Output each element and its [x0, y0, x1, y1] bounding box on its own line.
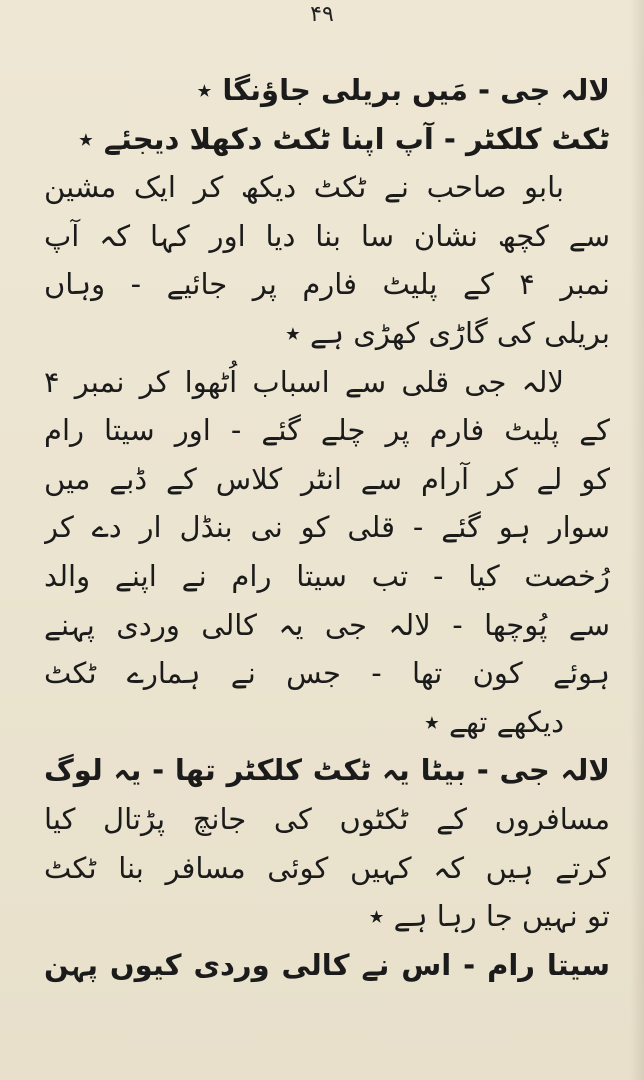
text-line: کو لے کر آرام سے انٹر کلاس کے ڈبے میں	[44, 461, 610, 496]
text-line: دیکھے تھے ٭	[423, 704, 564, 739]
text-line: لالہ جی قلی سے اسباب اُٹھوا کر نمبر ۴	[44, 364, 564, 399]
dialogue-speaker-line: لالہ جی - بیٹا یہ ٹکٹ کلکٹر تھا - یہ لوگ	[44, 753, 610, 788]
text-line: نمبر ۴ کے پلیٹ فارم پر جائیے - وہاں	[44, 267, 610, 302]
text-line: ہوئے کون تھا - جس نے ہمارے ٹکٹ	[44, 656, 610, 691]
dialogue-speaker-line: لالہ جی - مَیں بریلی جاؤنگا ٭	[196, 73, 610, 107]
text-line: سے پُوچھا - لالہ جی یہ کالی وردی پہنے	[44, 607, 610, 642]
text-line: تو نہیں جا رہا ہے ٭	[368, 899, 610, 934]
urdu-text-body	[44, 66, 610, 989]
page-number: ۴۹	[310, 2, 334, 27]
text-line: بریلی کی گاڑی کھڑی ہے ٭	[285, 315, 610, 350]
text-line: کے پلیٹ فارم پر چلے گئے - اور سیتا رام	[44, 413, 610, 448]
text-line: کرتے ہیں کہ کہیں کوئی مسافر بنا ٹکٹ	[44, 850, 610, 885]
text-line: سے کچھ نشان سا بنا دیا اور کہا کہ آپ	[44, 218, 610, 253]
text-line: سوار ہو گئے - قلی کو نی بنڈل ار دے کر	[44, 510, 610, 545]
text-line: بابو صاحب نے ٹکٹ دیکھ کر ایک مشین	[44, 170, 564, 205]
dialogue-speaker-line: ٹکٹ کلکٹر - آپ اپنا ٹکٹ دکھلا دیجئے ٭	[77, 121, 610, 156]
text-line: رُخصت کیا - تب سیتا رام نے اپنے والد	[44, 558, 610, 593]
text-line: مسافروں کے ٹکٹوں کی جانچ پڑتال کیا	[44, 801, 610, 836]
dialogue-speaker-line: سیتا رام - اس نے کالی وردی کیوں پہن	[44, 947, 610, 982]
